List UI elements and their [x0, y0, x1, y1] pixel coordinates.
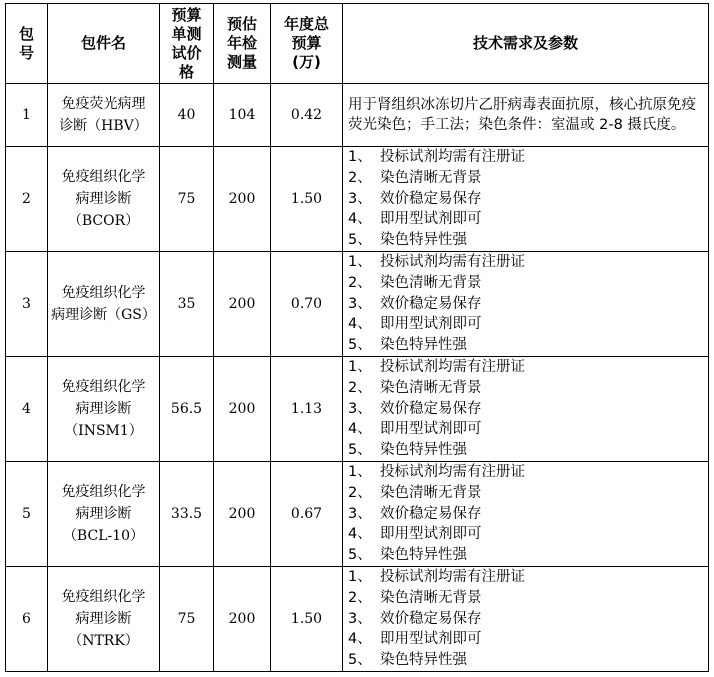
tech-item: [348, 419, 708, 440]
header-annual-volume-line: 测量: [226, 53, 257, 71]
pkg-name-line: 病理诊断（GS）: [51, 306, 156, 323]
pkg-name-line: 免疫组织化学: [61, 588, 146, 605]
tech-item: [348, 462, 708, 483]
pkg-name-cell: [48, 461, 160, 566]
header-pkg-no-line: 包: [18, 24, 34, 43]
procurement-table: [5, 3, 709, 672]
tech-item: [348, 273, 708, 294]
annual-budget-cell: 1.50: [271, 566, 343, 671]
tech-requirements-list: [343, 461, 709, 566]
tech-item-text: 即用型试剂即可: [380, 631, 482, 648]
pkg-name-line: 诊断（HBV）: [59, 118, 148, 134]
tech-item: [348, 314, 708, 335]
tech-item-text: 即用型试剂即可: [380, 421, 482, 438]
header-pkg-name: [48, 4, 160, 84]
tech-requirements-list: [343, 147, 709, 252]
tech-item-number: 2、: [348, 274, 372, 291]
tech-item-text: 效价稳定易保存: [380, 610, 482, 627]
tech-requirements-list: [343, 252, 709, 357]
pkg-name-line: 病理诊断: [75, 191, 132, 207]
tech-requirements-list: [343, 356, 709, 461]
table-row: [6, 356, 709, 461]
annual-volume-cell: 200: [214, 252, 271, 357]
pkg-no-cell: 4: [6, 356, 48, 461]
unit-price-cell: 33.5: [160, 461, 214, 566]
tech-item-text: 投标试剂均需有注册证: [380, 463, 525, 480]
pkg-name-cell: [48, 147, 160, 252]
tech-item-number: 1、: [348, 568, 372, 585]
tech-item-text: 染色清晰无背景: [380, 274, 482, 291]
pkg-name-line: 病理诊断: [75, 400, 132, 417]
header-unit-price-line: 单测: [171, 24, 202, 43]
tech-item-text: 即用型试剂即可: [380, 211, 482, 228]
tech-item-text: 即用型试剂即可: [380, 316, 482, 333]
pkg-name-cell: [48, 356, 160, 461]
tech-item-number: 4、: [348, 421, 372, 438]
pkg-name-line: 免疫组织化学: [61, 284, 146, 301]
tech-item-text: 染色清晰无背景: [380, 484, 482, 501]
annual-budget-cell: 1.50: [271, 147, 343, 252]
tech-item-number: 1、: [348, 358, 372, 375]
tech-item: [348, 252, 708, 273]
pkg-no-cell: 5: [6, 461, 48, 566]
tech-item-number: 1、: [348, 463, 372, 480]
header-pkg-no-line: 号: [18, 43, 34, 62]
tech-item-number: 5、: [348, 442, 372, 459]
pkg-name-line: （INSM1）: [64, 422, 143, 439]
tech-item-text: 染色特异性强: [380, 232, 467, 249]
table-row: [6, 461, 709, 566]
tech-item-number: 4、: [348, 316, 372, 333]
table-row: [6, 147, 709, 252]
tech-item-text: 染色清晰无背景: [380, 169, 482, 186]
tech-item: [348, 650, 708, 671]
tech-item: [348, 524, 708, 545]
unit-price-cell: 75: [160, 566, 214, 671]
tech-item-number: 5、: [348, 337, 372, 354]
tech-item-number: 4、: [348, 211, 372, 228]
pkg-no-cell: 1: [6, 84, 48, 147]
tech-item-number: 2、: [348, 589, 372, 606]
header-tech-requirements-label: 技术需求及参数: [472, 34, 578, 52]
tech-item: [348, 294, 708, 315]
tech-item: [348, 147, 708, 168]
tech-item: [348, 189, 708, 210]
tech-item-number: 3、: [348, 400, 372, 417]
unit-price-cell: 40: [160, 84, 214, 147]
unit-price-cell: 35: [160, 252, 214, 357]
pkg-name-cell: [48, 84, 160, 147]
pkg-no-cell: 6: [6, 566, 48, 671]
pkg-name-line: 免疫组织化学: [61, 483, 146, 500]
header-unit-price-line: 试价: [171, 43, 202, 62]
tech-item-text: 染色特异性强: [380, 652, 467, 669]
annual-volume-cell: 200: [214, 566, 271, 671]
annual-budget-cell: 0.70: [271, 252, 343, 357]
header-unit-price-line: 预算: [171, 5, 202, 24]
tech-item: [348, 335, 708, 356]
header-annual-volume-line: 年检: [226, 34, 257, 52]
pkg-no-cell: 3: [6, 252, 48, 357]
pkg-name-line: 免疫组织化学: [61, 378, 146, 395]
header-unit-price-line: 格: [178, 62, 194, 81]
tech-item-text: 投标试剂均需有注册证: [380, 358, 525, 375]
header-row: [6, 4, 709, 84]
annual-volume-cell: 200: [214, 147, 271, 252]
unit-price-cell: 75: [160, 147, 214, 252]
annual-budget-cell: 1.13: [271, 356, 343, 461]
annual-budget-cell: 0.42: [271, 84, 343, 147]
annual-budget-cell: 0.67: [271, 461, 343, 566]
tech-item: [348, 504, 708, 525]
pkg-name-line: 病理诊断: [75, 610, 132, 627]
tech-item-text: 效价稳定易保存: [380, 505, 482, 522]
tech-item: [348, 230, 708, 251]
tech-item-text: 效价稳定易保存: [380, 295, 482, 312]
tech-item-text: 染色特异性强: [380, 337, 467, 354]
tech-item-number: 2、: [348, 169, 372, 186]
tech-requirements-text: 用于肾组织冰冻切片乙肝病毒表面抗原，核心抗原免疫荧光染色；手工法；染色条件：室温或 2-8 摄氏度。: [343, 84, 709, 147]
tech-item-text: 染色清晰无背景: [380, 589, 482, 606]
header-pkg-name-label: 包件名: [80, 34, 126, 52]
tech-item-text: 投标试剂均需有注册证: [380, 568, 525, 585]
header-annual-budget-line: 预算: [291, 34, 322, 52]
tech-item: [348, 357, 708, 378]
table-row: [6, 84, 709, 147]
tech-item: [348, 588, 708, 609]
tech-item-number: 2、: [348, 484, 372, 501]
annual-volume-cell: 200: [214, 356, 271, 461]
table-row: [6, 566, 709, 671]
tech-item-text: 即用型试剂即可: [380, 526, 482, 543]
tech-requirements-list: [343, 566, 709, 671]
pkg-name-line: （NTRK）: [68, 632, 139, 649]
tech-item-text: 染色特异性强: [380, 547, 467, 564]
tech-item-number: 1、: [348, 254, 372, 270]
tech-item: [348, 609, 708, 630]
header-annual-budget-line: 年度总: [283, 15, 329, 33]
tech-item-number: 3、: [348, 190, 372, 207]
header-annual-volume: [214, 4, 271, 84]
tech-item-number: 2、: [348, 379, 372, 396]
header-annual-budget: [271, 4, 343, 84]
annual-volume-cell: 200: [214, 461, 271, 566]
tech-item: [348, 399, 708, 420]
unit-price-cell: 56.5: [160, 356, 214, 461]
pkg-name-line: （BCOR）: [67, 213, 140, 229]
header-pkg-no: [6, 4, 48, 84]
pkg-name-line: 免疫荧光病理: [61, 96, 146, 112]
table-row: [6, 252, 709, 357]
tech-item-number: 4、: [348, 526, 372, 543]
tech-item: [348, 378, 708, 399]
tech-item: [348, 209, 708, 230]
tech-item: [348, 567, 708, 588]
header-unit-price: [160, 4, 214, 84]
tech-item: [348, 545, 708, 566]
pkg-name-cell: [48, 566, 160, 671]
tech-item-number: 4、: [348, 631, 372, 648]
tech-item-number: 1、: [348, 149, 372, 165]
tech-item-text: 投标试剂均需有注册证: [380, 254, 525, 270]
tech-item-text: 效价稳定易保存: [380, 190, 482, 207]
tech-item-number: 5、: [348, 547, 372, 564]
header-tech-requirements: [343, 4, 709, 84]
tech-item-text: 染色特异性强: [380, 442, 467, 459]
pkg-name-line: 免疫组织化学: [61, 169, 146, 185]
tech-item-text: 染色清晰无背景: [380, 379, 482, 396]
tech-item-number: 3、: [348, 295, 372, 312]
header-annual-budget-line: (万): [292, 53, 321, 71]
tech-item: [348, 629, 708, 650]
pkg-no-cell: 2: [6, 147, 48, 252]
pkg-name-line: 病理诊断: [75, 505, 132, 522]
tech-item: [348, 168, 708, 189]
tech-item: [348, 483, 708, 504]
tech-item-text: 投标试剂均需有注册证: [380, 149, 525, 165]
tech-item-number: 3、: [348, 610, 372, 627]
pkg-name-line: （BCL-10）: [62, 527, 145, 544]
header-annual-volume-line: 预估: [226, 15, 257, 33]
pkg-name-cell: [48, 252, 160, 357]
tech-item-number: 3、: [348, 505, 372, 522]
tech-item: [348, 440, 708, 461]
tech-item-number: 5、: [348, 652, 372, 669]
tech-item-text: 效价稳定易保存: [380, 400, 482, 417]
annual-volume-cell: 104: [214, 84, 271, 147]
tech-item-number: 5、: [348, 232, 372, 249]
